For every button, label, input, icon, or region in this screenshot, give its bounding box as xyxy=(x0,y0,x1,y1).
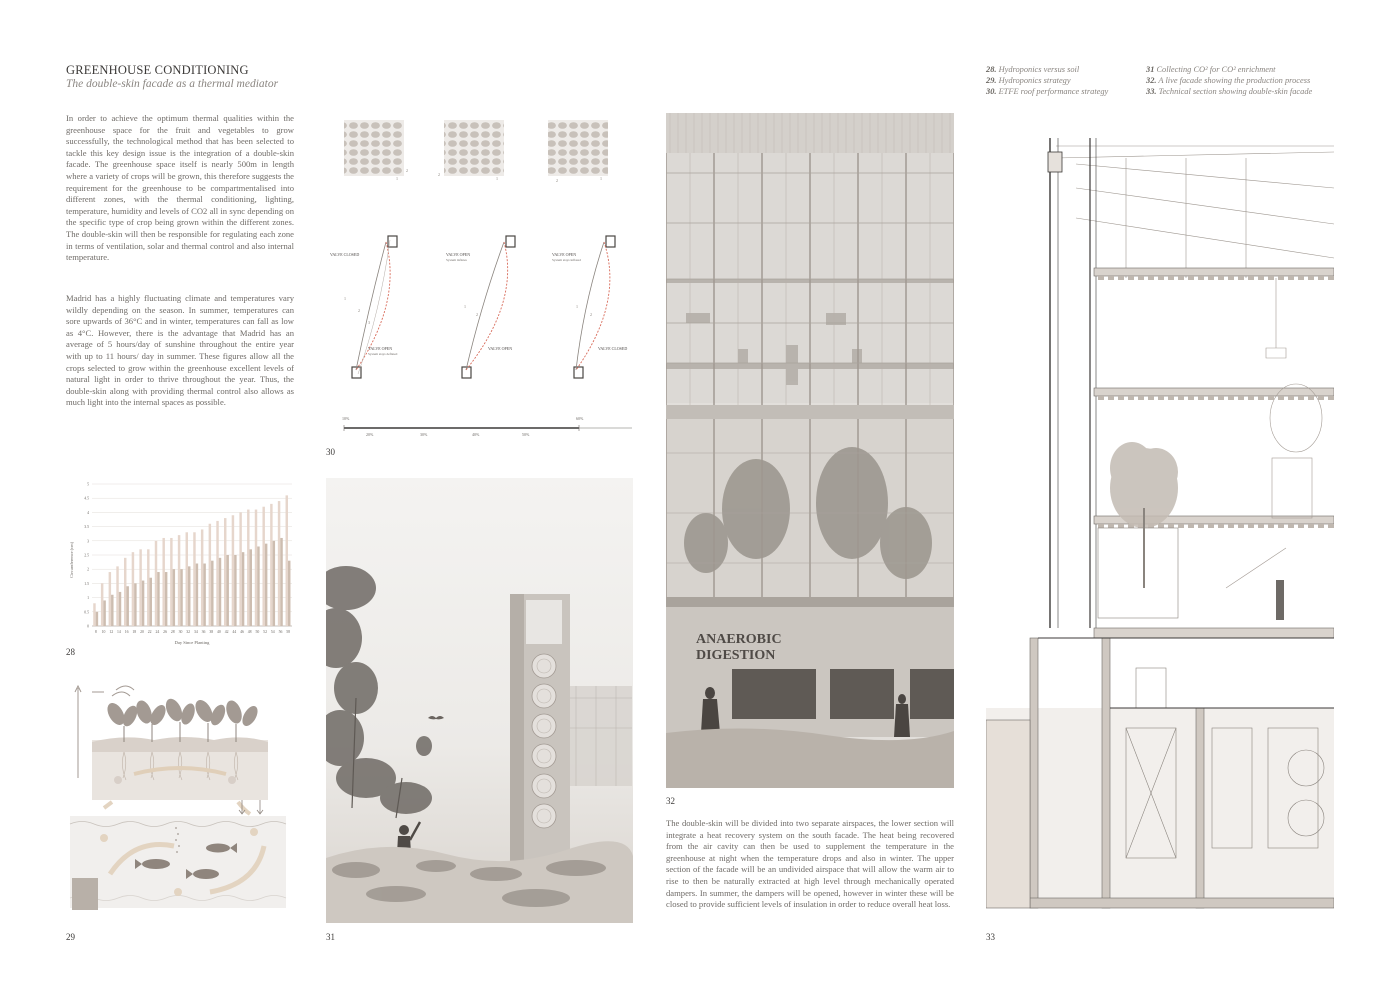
chart-x-tick-label: 50 xyxy=(255,630,260,634)
section-svg xyxy=(986,128,1334,928)
svg-text:1: 1 xyxy=(576,304,578,309)
double-skin-facade xyxy=(1050,138,1096,628)
chart-x-tick-label: 14 xyxy=(117,630,121,634)
chart-x-tick-label: 26 xyxy=(163,630,167,634)
chart-y-tick-label: 2.5 xyxy=(84,553,89,558)
chart-y-tick-label: 1.5 xyxy=(84,581,89,586)
chart-bar xyxy=(239,512,241,626)
legend-item: 30. ETFE roof performance strategy xyxy=(986,87,1109,96)
svg-text:2: 2 xyxy=(590,312,592,317)
svg-text:3: 3 xyxy=(368,320,370,325)
svg-text:2: 2 xyxy=(476,312,478,317)
tree-foliage xyxy=(326,566,432,814)
chart-bar xyxy=(278,501,280,626)
plant-leaves-icon xyxy=(104,696,261,728)
signage-line-1: ANAEROBIC xyxy=(696,632,782,647)
chart-x-tick-label: 40 xyxy=(217,630,221,634)
page-subtitle: The double-skin facade as a thermal mediator xyxy=(66,78,279,90)
chart-bar xyxy=(216,521,218,626)
chart-y-tick-label: 1 xyxy=(87,596,89,601)
chart-bar xyxy=(257,546,259,626)
chart-x-tick-label: 52 xyxy=(263,630,267,634)
window-opening xyxy=(830,669,894,719)
chart-bar xyxy=(150,578,152,626)
chart-y-tick-label: 0 xyxy=(87,624,89,629)
chart-bar xyxy=(147,549,149,626)
chart-bar xyxy=(157,572,159,626)
valve-sublabel: System inflates xyxy=(446,258,467,262)
chart-x-axis-label: Day Since Planting xyxy=(174,640,210,645)
valve-icon xyxy=(574,367,583,378)
chart-x-tick-label: 28 xyxy=(170,630,175,634)
chart-bar xyxy=(101,583,103,626)
chart-x-tick-label: 24 xyxy=(155,630,160,634)
chart-x-tick-label: 54 xyxy=(270,630,275,634)
chart-y-tick-label: 4.5 xyxy=(84,496,89,501)
chart-y-axis-label: Circumference (cm) xyxy=(69,541,74,579)
live-facade-render xyxy=(666,113,954,788)
facade-render-svg xyxy=(666,113,954,788)
scale-label: 10% xyxy=(342,416,350,421)
valve-icon xyxy=(506,236,515,247)
chart-bar xyxy=(211,561,213,626)
chart-x-tick-label: 18 xyxy=(132,630,137,634)
chart-bar xyxy=(201,529,203,626)
chart-x-tick-label: 20 xyxy=(140,630,144,634)
bird-icon xyxy=(428,716,444,719)
page-title: GREENHOUSE CONDITIONING xyxy=(66,63,249,77)
valve-label: VALVE OPEN xyxy=(446,252,471,257)
chart-bar xyxy=(270,504,272,626)
figure-number-33: 33 xyxy=(986,932,995,942)
step-marker-2 xyxy=(100,834,108,842)
chart-bar xyxy=(188,566,190,626)
tower-render-svg xyxy=(326,478,633,923)
step-marker-1 xyxy=(174,888,182,896)
svg-text:2: 2 xyxy=(358,308,360,313)
damper-icon xyxy=(1048,152,1062,172)
chart-bar xyxy=(280,538,282,626)
scale-label: 60% xyxy=(576,416,584,421)
ground xyxy=(666,728,954,788)
roof-structure xyxy=(1056,146,1334,278)
valve-sublabel: System stays inflated xyxy=(552,258,581,262)
chart-y-tick-label: 5 xyxy=(87,482,89,487)
svg-text:2: 2 xyxy=(406,168,408,173)
chart-y-tick-label: 4 xyxy=(87,510,89,515)
valve-diagram xyxy=(446,236,515,378)
figure-number-28: 28 xyxy=(66,647,75,657)
scale-label: 50% xyxy=(522,432,530,437)
hydroponics-svg xyxy=(64,678,294,918)
etfe-cushion-pattern xyxy=(344,120,404,176)
legend-item: 29. Hydroponics strategy xyxy=(986,76,1071,85)
chart-bar xyxy=(186,532,188,626)
chart-x-tick-label: 44 xyxy=(232,630,237,634)
svg-text:1: 1 xyxy=(600,176,602,181)
etfe-cushion-pattern xyxy=(444,120,504,176)
chart-bar xyxy=(286,495,288,626)
chart-y-tick-label: 2 xyxy=(87,567,89,572)
greenhouse-background xyxy=(562,686,632,786)
chart-x-tick-label: 12 xyxy=(109,630,114,634)
valve-label: VALVE OPEN xyxy=(488,346,513,351)
chart-x-tick-label: 34 xyxy=(193,630,198,634)
chart-x-tick-label: 32 xyxy=(186,630,191,634)
signage-line-2: DIGESTION xyxy=(696,648,776,663)
svg-text:1: 1 xyxy=(464,304,466,309)
chart-bar xyxy=(162,538,164,626)
chart-x-tick-label: 36 xyxy=(201,630,206,634)
step-marker-5 xyxy=(250,828,258,836)
figure-number-31: 31 xyxy=(326,932,335,942)
chart-bar xyxy=(173,569,175,626)
valve-diagram xyxy=(330,236,398,378)
chart-bar xyxy=(288,561,290,626)
chart-x-tick-label: 10 xyxy=(101,630,106,634)
chart-bar xyxy=(134,583,136,626)
scale-label: 40% xyxy=(472,432,480,437)
chart-x-tick-label: 16 xyxy=(124,630,129,634)
chart-bar xyxy=(273,541,275,626)
chart-bar xyxy=(196,564,198,626)
structure-lines xyxy=(1038,638,1334,708)
chart-bar xyxy=(247,510,249,626)
etfe-svg xyxy=(326,112,634,440)
chart-x-tick-label: 56 xyxy=(278,630,283,634)
chart-x-tick-label: 58 xyxy=(286,630,291,634)
valve-label: VALVE OPEN xyxy=(368,346,393,351)
chart-bar xyxy=(178,535,180,626)
chart-x-tick-label: 22 xyxy=(147,630,152,634)
chart-x-tick-label: 8 xyxy=(94,630,97,634)
scale-label: 20% xyxy=(366,432,374,437)
interior-elements xyxy=(1226,278,1322,588)
chart-bar xyxy=(165,572,167,626)
chart-bar xyxy=(116,566,118,626)
chart-bar xyxy=(219,558,221,626)
legend-item: 32. A live facade showing the production process xyxy=(1146,76,1311,85)
figure-legend-left xyxy=(986,64,1146,97)
chart-bar xyxy=(119,592,121,626)
figure-number-30: 30 xyxy=(326,447,335,457)
chart-grid xyxy=(92,484,292,626)
chart-bar xyxy=(170,538,172,626)
chart-bar xyxy=(224,518,226,626)
chart-bar xyxy=(180,569,182,626)
chart-bar xyxy=(203,564,205,626)
chart-bar xyxy=(132,552,134,626)
chart-bar xyxy=(111,595,113,626)
chart-bar xyxy=(265,544,267,626)
technical-section-drawing xyxy=(986,128,1334,928)
chart-bar xyxy=(155,541,157,626)
chart-x-tick-label: 42 xyxy=(224,630,229,634)
climate-paragraph: Madrid has a highly fluctuating climate and temperatures vary wildly depending on the season. In summer, temperatures can sore upwards of 36°C and in winter, temperatures can fall as low as 4°C. However, there is the advantage that Madrid has an average of 5 hours/day of sunshine throughout the entire year with up to 11 hours/ day in summer. These figures allow all the crops selected to grow within the greenhouse excellent levels of natural light in order to thrive throughout the year. Thus, the double-skin along with providing thermal control also allows as much light into the internal spaces as possible. xyxy=(66,293,294,408)
chart-bar xyxy=(124,558,126,626)
hydroponics-diagram xyxy=(64,678,294,918)
pump-box xyxy=(72,878,98,910)
chart-bar xyxy=(126,586,128,626)
svg-text:1: 1 xyxy=(344,296,346,301)
svg-text:1: 1 xyxy=(496,176,498,181)
circumference-chart xyxy=(64,478,296,646)
valve-label: VALVE OPEN xyxy=(552,252,577,257)
chart-x-tick-label: 38 xyxy=(209,630,214,634)
etfe-roof-diagram xyxy=(326,112,634,440)
valve-label: VALVE CLOSED xyxy=(598,346,628,351)
chart-bar xyxy=(242,552,244,626)
chart-y-tick-label: 3.5 xyxy=(84,525,89,530)
step-marker-4 xyxy=(228,776,236,784)
chart-bar xyxy=(139,549,141,626)
chart-bar xyxy=(250,549,252,626)
chart-svg xyxy=(64,478,296,646)
chart-x-tick-label: 48 xyxy=(247,630,252,634)
valve-diagram xyxy=(552,236,627,378)
legend-item: 31 Collecting CO² for CO² enrichment xyxy=(1146,65,1276,74)
chart-bars xyxy=(93,495,290,626)
svg-text:2: 2 xyxy=(556,178,558,183)
chart-bar xyxy=(226,555,228,626)
step-marker-3 xyxy=(114,776,122,784)
chart-bar xyxy=(262,507,264,626)
double-skin-paragraph: The double-skin will be divided into two separate airspaces, the lower section will integrate a heat recovery system on the south facade. The heat being recovered from the air cavity can then be used to supplement the temperature in the greenhouse at night when the temperature drops and also in winter. The upper section of the facade will be an undivided airspace that will allow the warm air to rise to then be naturally extracted at high level through mechanically operated dampers. In summer, the dampers will be opened, however in winter these will be closed to provide sufficient levels of insulation in order to reduce overall heat loss. xyxy=(666,818,954,910)
legend-item: 28. Hydroponics versus soil xyxy=(986,65,1080,74)
svg-text:2: 2 xyxy=(438,172,440,177)
chart-y-tick-label: 0.5 xyxy=(84,610,89,615)
chart-bar xyxy=(142,581,144,626)
intro-paragraph: In order to achieve the optimum thermal qualities within the greenhouse space for the fruit and vegetables to grow successfully, the technological method that has been selected to tackle this key design issue is the integration of a double-skin facade. The greenhouse space itself is nearly 500m in length where a variety of crops will be grown, this therefore suggests the requirement for the greenhouse to be compartmentalised into different zones, with the thermal conditioning, lighting, temperature, humidity and levels of CO2 all in sync depending on the specific type of crop being grown within the different zones. The double-skin will then be responsible for regulating each zone in terms of ventilation, solar and thermal control and also internal temperature. xyxy=(66,113,294,263)
valve-sublabel: System stays deflated xyxy=(368,352,398,356)
legend-item: 33. Technical section showing double-skin facade xyxy=(1146,87,1313,96)
chart-bar xyxy=(255,510,257,626)
chart-bar xyxy=(193,532,195,626)
etfe-cushion-pattern xyxy=(548,120,608,176)
chart-bar xyxy=(209,524,211,626)
chart-bar xyxy=(103,600,105,626)
chart-bar xyxy=(234,555,236,626)
chart-x-tick-label: 46 xyxy=(240,630,244,634)
scale-label: 30% xyxy=(420,432,428,437)
co2-tower-render xyxy=(326,478,633,923)
figure-number-32: 32 xyxy=(666,796,675,806)
valve-icon xyxy=(606,236,615,247)
valve-label: VALVE CLOSED xyxy=(330,252,360,257)
figure-number-29: 29 xyxy=(66,932,75,942)
chart-bar xyxy=(93,603,95,626)
chart-bar xyxy=(109,572,111,626)
chart-bar xyxy=(96,612,98,626)
chart-y-tick-label: 3 xyxy=(87,539,89,544)
figure-legend-right xyxy=(1146,64,1346,97)
svg-text:1: 1 xyxy=(396,176,398,181)
chart-x-tick-label: 30 xyxy=(178,630,183,634)
chart-bar xyxy=(232,515,234,626)
window-opening xyxy=(732,669,816,719)
window-opening xyxy=(910,669,954,719)
